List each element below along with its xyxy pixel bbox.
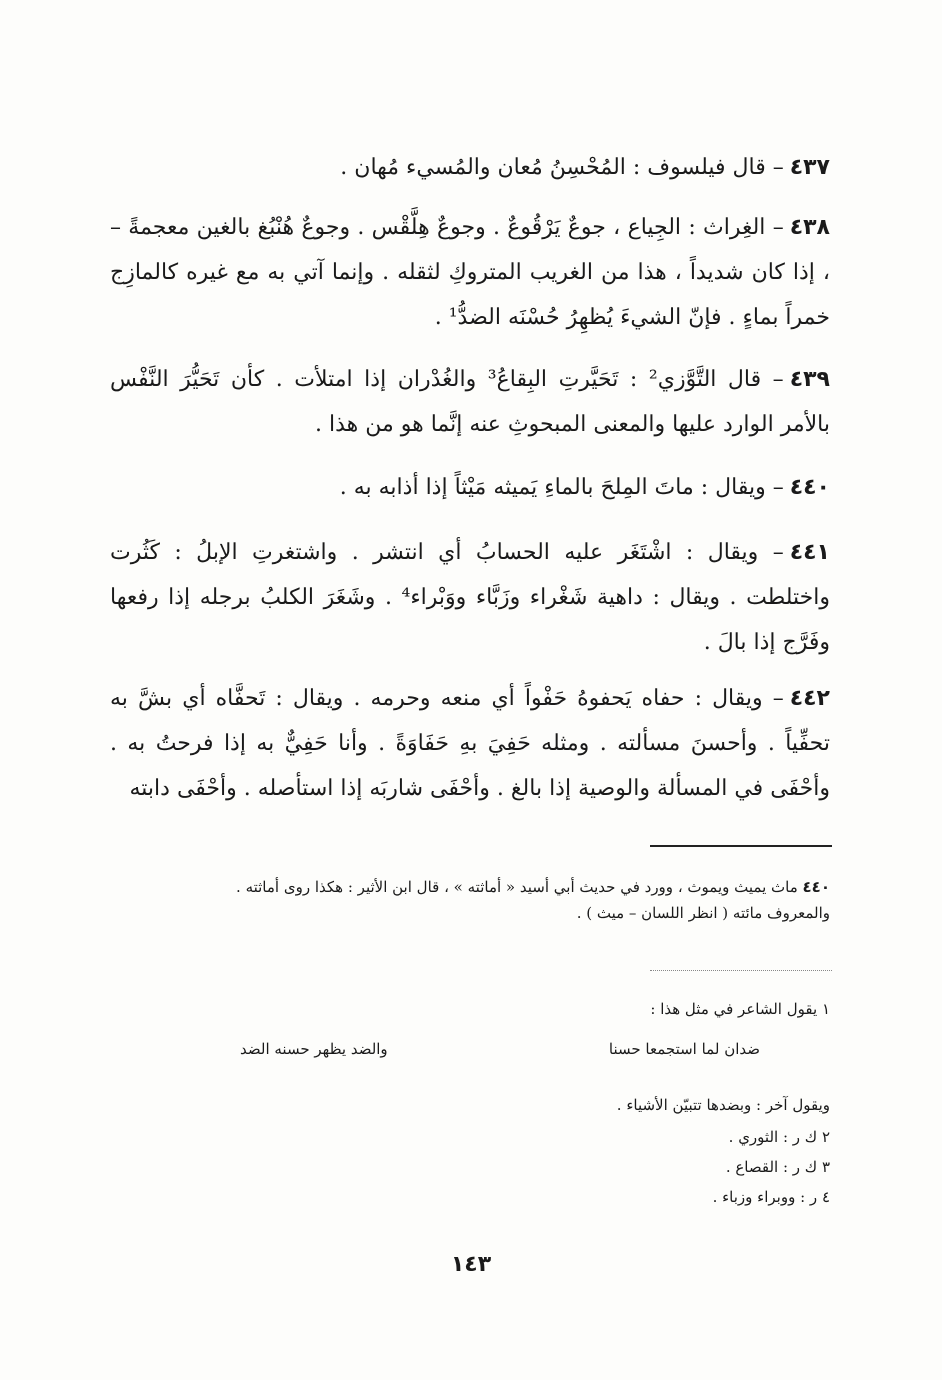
footnote-line: ماث يميث ويموث ، وورد في حديث أبي أسيد « أماثته » ، قال ابن الأثير : هكذا روى أماثته . [236, 878, 798, 896]
entry-number: ٤٣٧ [789, 155, 830, 180]
verse [240, 1040, 760, 1058]
note-1-intro: ١ يقول الشاعر في مثل هذا : [650, 1000, 830, 1018]
entry-440 [110, 465, 830, 510]
entry-number: ٤٤٠ [789, 475, 830, 500]
entry-number: ٤٣٩ [789, 367, 830, 392]
entry-number: ٤٤٢ [789, 686, 830, 711]
entry-number: ٤٣٨ [789, 215, 830, 240]
entry-442 [110, 676, 830, 811]
entry-text: – قال فيلسوف : المُحْسِنُ مُعان والمُسيء مُهان . [340, 155, 784, 180]
entry-text: – الغِراث : الجِياع ، جوعٌ يَرْقُوعٌ . وجوعٌ هِلَّقْس . وجوعٌ هُنْبُغ بالغين معجمةً – ، إذا كان شديداً ، هذا من الغريب المتروكِ لثقله . وإنما آتي به مع غيره كالمازِج خمراً بماءٍ . فإنّ الشيءَ يُظهِرُ حُسْنَه الضدُّ¹ . [110, 215, 830, 330]
footnote-line: والمعروف مائته ( انظر اللسان – ميث ) . [576, 904, 830, 922]
verse-first-hemistich: ضدان لما استجمعا حسنا [608, 1040, 760, 1058]
entry-text: – ويقال : حفاه يَحفوهُ حَفْواً أي منعه وحرمه . ويقال : تَحفَّاه أي بشَّ به تحفِّياً . وأحسنَ مسألته . ومثله حَفِيَ بهِ حَفَاوَةً . وأنا حَفِيٌّ به إذا فرحتُ به . وأحْفَى في المسألة والوصية إذا بالغ . وأحْفَى شاربَه إذا استأصله . وأحْفَى دابته [110, 686, 830, 801]
entry-text: – قال التَّوَّزي² : تَحَيَّرتِ البِقاعُ³ والغُدْران إذا امتلأت . كأن تَحَيُّرَ النَّفْس بالأمر الوارد عليها والمعنى المبحوثِ عنه إنَّما هو من هذا . [110, 367, 830, 437]
footnote-440 [110, 874, 830, 926]
entry-number: ٤٤١ [789, 540, 830, 565]
entry-439 [110, 357, 830, 447]
footnote-divider [650, 845, 832, 847]
note-1-other: ويقول آخر : وبضدها تتبيّن الأشياء . [616, 1096, 830, 1114]
entry-437 [110, 145, 830, 190]
entry-text: – ويقال : اشْتَغَر عليه الحسابُ أي انتشر . واشتغرتِ الإبلُ : كَثُرت واختلطت . ويقال : داهية شَغْراء وزَبَّاء ووَبْراء⁴ . وشَغَرَ الكلبُ برجله إذا رفعها وفَرَّج إذا بالَ . [110, 540, 830, 655]
entry-text: – ويقال : ماتَ المِلحَ بالماءِ يَميثه مَيْثاً إذا أذابه به . [339, 475, 784, 500]
notes-divider [650, 970, 832, 971]
note-2: ٢ ك ر : الثوري . [728, 1128, 830, 1146]
verse-second-hemistich: والضد يظهر حسنه الضد [240, 1040, 388, 1058]
entry-438 [110, 205, 830, 340]
note-4: ٤ ر : ووبراء وزباء . [712, 1188, 830, 1206]
entry-441 [110, 530, 830, 665]
page-number: ١٤٣ [450, 1252, 492, 1277]
note-3: ٣ ك ر : القصاع . [725, 1158, 830, 1176]
footnote-number: ٤٤٠ [802, 878, 830, 896]
